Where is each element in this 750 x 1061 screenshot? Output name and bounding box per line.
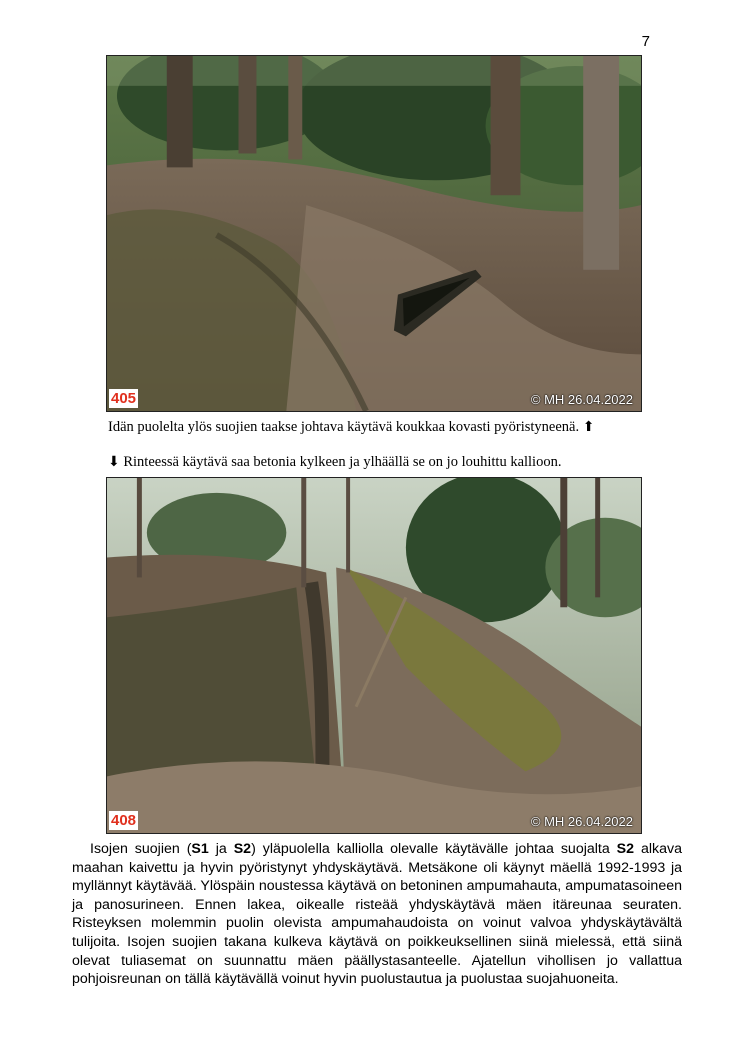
photo-408 [106,477,642,834]
photo-405 [106,55,642,412]
photo-credit-2: © MH 26.04.2022 [530,814,633,829]
caption-1-text: Idän puolelta ylös suojien taakse johtava käytävä koukkaa kovasti pyöristyneenä. [108,419,580,435]
body-text-part-2: ja [208,841,234,857]
caption-photo-405 [108,419,668,436]
photo-number-408: 408 [111,812,137,829]
body-text-part-1: Isojen suojien ( [90,841,192,857]
body-paragraph [72,840,682,989]
arrow-down-icon: ⬇ [108,454,120,470]
forest-trench-photo-1 [107,56,641,411]
body-text-part-3: ) yläpuolella kalliolla olevalle käytävälle johtaa suojalta [251,841,617,857]
arrow-up-icon: ⬆ [582,419,595,435]
caption-photo-408 [108,454,668,471]
forest-trench-photo-2 [107,478,641,833]
body-text-part-4: alkava maahan kaivettu ja hyvin pyöristynyt yhdyskäytävä. Metsäkone oli käynyt mäellä 1992-1993 ja myllännyt käytävää. Ylöspäin noustessa käytävä on betoninen ampumahauta, ampumatasoineen ja panosurineen. Ennen lakea, oikealle risteää yhdyskäytävä mäen itäreunaa seuraten. Risteyksen molemmin puolin olevista ampumahaudoista on voinut valvoa yhdyskäytävältä tulijoita. Isojen suojien takana kulkeva käytävä on poikkeuksellinen siinä mielessä, että siinä olevat tuliasemat on suunnattu mäen päällystasanteelle. Ajatellun vihollisen jo vallattua pohjoisreunan on tällä käytävällä voinut hyvin puolustautua ja puolustaa suojahuoneita. [72,841,682,988]
page-number: 7 [641,33,650,50]
shelter-s2-label-2: S2 [616,841,635,857]
photo-credit-1: © MH 26.04.2022 [530,392,633,407]
caption-2-text: Rinteessä käytävä saa betonia kylkeen ja ylhäällä se on jo louhittu kallioon. [123,454,562,470]
shelter-s2-label: S2 [233,841,252,857]
shelter-s1-label: S1 [191,841,209,857]
photo-number-405: 405 [111,390,137,407]
